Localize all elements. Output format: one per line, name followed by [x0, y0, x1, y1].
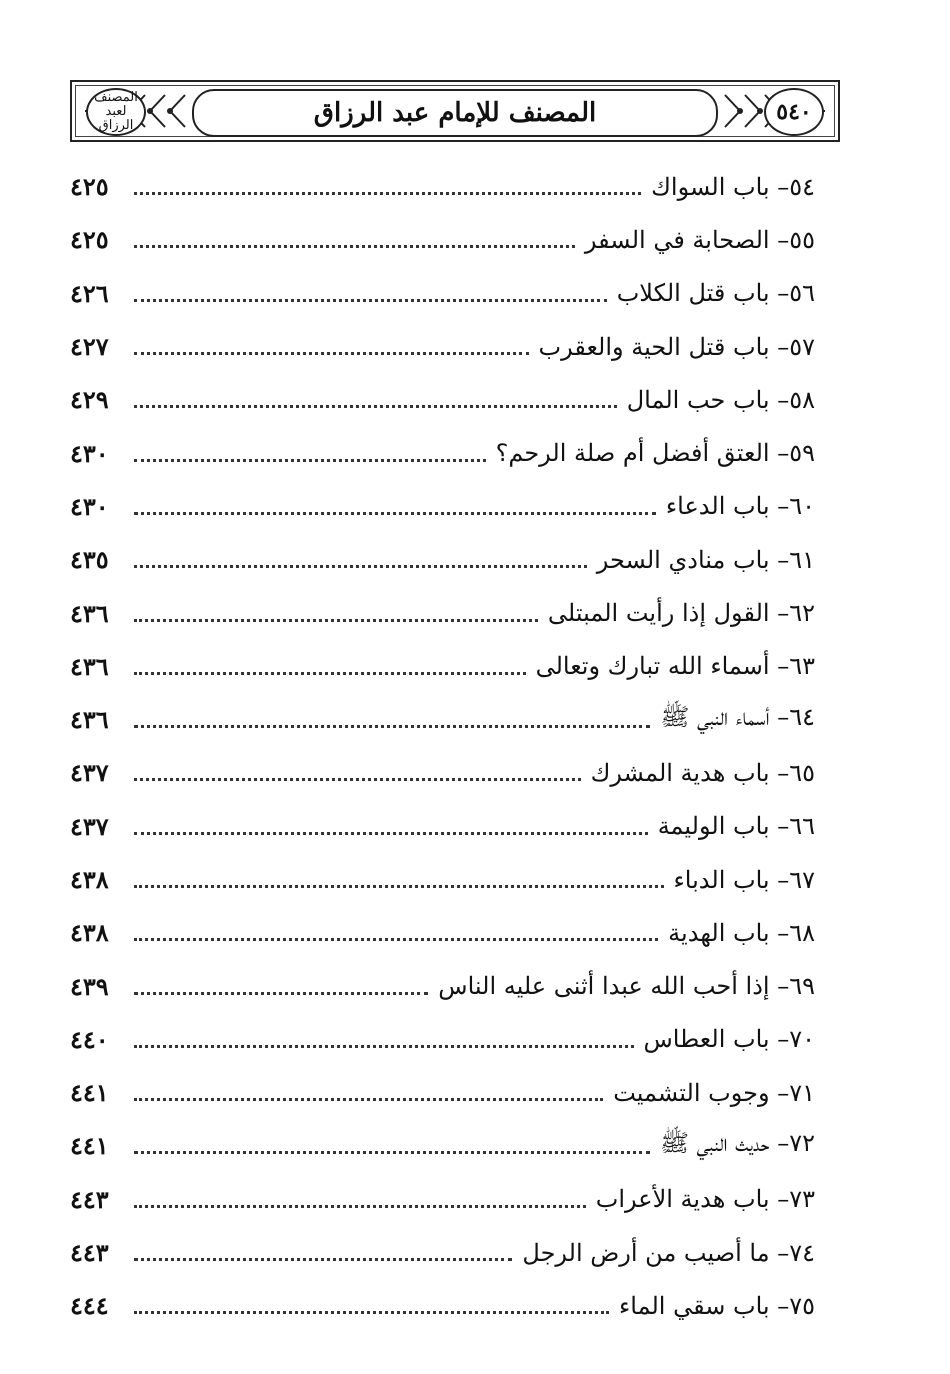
toc-entry-number: ٦٨ [789, 918, 815, 947]
dot-leader [134, 512, 656, 515]
dot-leader [134, 1151, 650, 1154]
toc-entry-dash: – [769, 439, 790, 468]
toc-entry [70, 267, 815, 320]
toc-entry-text: باب سقي الماء [619, 1291, 770, 1320]
toc-entry-number: ٧٣ [789, 1185, 815, 1214]
toc-entry [70, 1226, 815, 1279]
toc-entry-title [587, 546, 815, 574]
toc-entry-text: باب منادي السحر [596, 545, 770, 574]
toc-entry-dash: – [769, 972, 790, 1001]
toc-entry-title [512, 1239, 815, 1267]
toc-entry-dash: – [769, 1238, 790, 1267]
dot-leader [134, 672, 526, 675]
toc-entry-number: ٦٥ [789, 758, 815, 787]
toc-entry-number: ٦٩ [789, 972, 815, 1001]
toc-page-number: ٤٣٨ [70, 865, 109, 894]
page-header [70, 80, 840, 142]
toc-entry [70, 533, 815, 586]
toc-entry-dash: – [769, 918, 790, 947]
toc-entry [70, 693, 815, 746]
dot-leader [134, 405, 617, 408]
toc-entry-title [609, 1292, 815, 1320]
toc-entry-number: ٥٤ [789, 172, 815, 201]
toc-entry-text: باب الهدية [668, 918, 770, 947]
dot-leader [134, 192, 641, 195]
toc-entry-title [664, 866, 816, 894]
toc-page-number: ٤٢٥ [70, 225, 109, 255]
toc-entry-title [538, 599, 815, 627]
header-banner [192, 89, 718, 137]
toc-page-number: ٤٢٧ [70, 332, 109, 362]
toc-entry-text: حديث النبي ﷺ [659, 1129, 770, 1158]
toc-entry-dash: – [769, 1291, 790, 1320]
toc-entry-text: باب حب المال [626, 385, 770, 414]
toc-page-number: ٤٤٠ [70, 1024, 109, 1054]
toc-entry-number: ٦٣ [789, 652, 815, 681]
toc-entry-text: القول إذا رأيت المبتلى [547, 599, 770, 628]
toc-entry-dash: – [769, 1129, 790, 1158]
toc-entry-number: ٥٩ [789, 439, 815, 468]
toc-entry-text: باب العطاس [643, 1025, 770, 1054]
toc-page-number: ٤٣٠ [70, 491, 109, 521]
toc-entry-number: ٧٤ [789, 1238, 815, 1267]
toc-entry-number: ٦٢ [789, 599, 815, 628]
toc-entry-title [607, 279, 815, 307]
toc-entry [70, 480, 815, 533]
toc-entry-text: ما أصيب من أرض الرجل [522, 1238, 770, 1267]
dot-leader [134, 352, 529, 355]
toc-entry-title [650, 1128, 815, 1163]
seal-emblem: المصنف لعبد الرزاق [86, 88, 146, 136]
toc-entry-dash: – [769, 812, 790, 841]
page-number: ٥٤٠ [764, 88, 824, 136]
toc-entry-dash: – [769, 865, 790, 894]
toc-page-number: ٤٤٤ [70, 1291, 109, 1321]
toc-entry-number: ٦٦ [789, 812, 815, 841]
toc-page-number: ٤٣٧ [70, 811, 109, 841]
toc-entry-number: ٥٨ [789, 385, 815, 414]
toc-entry [70, 640, 815, 693]
toc-entry-text: باب قتل الكلاب [616, 279, 770, 308]
toc-entry-dash: – [769, 279, 790, 308]
toc-entry-number: ٦٧ [789, 865, 815, 894]
toc-entry-text: العتق أفضل أم صلة الرحم؟ [495, 439, 770, 468]
toc-entry-number: ٥٦ [789, 279, 815, 308]
dot-leader [134, 459, 486, 462]
toc-entry-text: باب السواك [651, 172, 770, 201]
toc-page-number: ٤٣٠ [70, 438, 109, 468]
dot-leader [134, 992, 428, 995]
toc-page-number: ٤٣٨ [70, 918, 109, 948]
toc-entry-dash: – [769, 1185, 790, 1214]
toc-entry-dash: – [769, 545, 790, 574]
toc-entry-dash: – [769, 225, 790, 254]
dot-leader [134, 1311, 609, 1314]
dot-leader [134, 832, 648, 835]
toc-entry-dash: – [769, 703, 790, 732]
toc-entry-text: إذا أحب الله عبدا أثنى عليه الناس [438, 972, 770, 1001]
toc-entry-title [586, 1185, 815, 1213]
toc-entry-dash: – [769, 599, 790, 628]
toc-entry-dash: – [769, 758, 790, 787]
toc-entry [70, 426, 815, 479]
dot-leader [134, 1045, 634, 1048]
dot-leader [134, 565, 587, 568]
toc-entry-text: باب الدباء [673, 865, 770, 894]
toc-entry [70, 586, 815, 639]
toc-entry-title [428, 972, 815, 1000]
toc-entry-dash: – [769, 385, 790, 414]
toc-entry [70, 213, 815, 266]
toc-entry-number: ٦٠ [789, 492, 815, 521]
toc-entry [70, 1013, 815, 1066]
dot-leader [134, 1098, 603, 1101]
toc-page-number: ٤٣٦ [70, 598, 109, 628]
toc-entry-title [641, 173, 815, 201]
toc-entry-text: الصحابة في السفر [584, 225, 770, 254]
toc-entry-text: باب الدعاء [665, 492, 770, 521]
toc-entry-number: ٦٤ [789, 703, 815, 732]
toc-entry [70, 1066, 815, 1119]
toc-entry-title [526, 652, 815, 680]
toc-entry-text: أسماء الله تبارك وتعالى [535, 652, 770, 681]
toc-entry-dash: – [769, 1078, 790, 1107]
toc-entry-title [603, 1079, 815, 1107]
toc-entry [70, 800, 815, 853]
dot-leader [134, 725, 650, 728]
dot-leader [134, 245, 575, 248]
toc-entry-title [486, 439, 815, 467]
toc-entry [70, 1279, 815, 1332]
dot-leader [134, 1258, 512, 1261]
toc-entry [70, 373, 815, 426]
dot-leader [134, 938, 658, 941]
toc-entry-text: أسماء النبي ﷺ [660, 703, 770, 732]
toc-entry-title [648, 812, 815, 840]
toc-entry-number: ٦١ [789, 545, 815, 574]
toc-entry-number: ٧٠ [789, 1025, 815, 1054]
toc-entry-dash: – [769, 652, 790, 681]
toc-entry-text: باب هدية الأعراب [595, 1185, 770, 1214]
dot-leader [134, 619, 538, 622]
toc-page-number: ٤٣٧ [70, 758, 109, 788]
toc-page-number: ٤٢٥ [70, 172, 109, 202]
toc-page-number: ٤٤١ [70, 1078, 109, 1108]
dot-leader [134, 1205, 586, 1208]
toc-page-number: ٤٣٥ [70, 545, 109, 575]
toc-entry-text: باب هدية المشرك [590, 758, 770, 787]
toc-entry-title [617, 386, 815, 414]
dot-leader [134, 778, 581, 781]
toc-page-number: ٤٣٦ [70, 705, 109, 735]
toc-entry-title [634, 1025, 816, 1053]
toc-entry-number: ٧١ [789, 1078, 815, 1107]
toc-page-number: ٤٢٩ [70, 385, 109, 415]
toc-entry-text: وجوب التشميت [613, 1078, 770, 1107]
toc-entry-title [581, 759, 815, 787]
toc-page-number: ٤٤١ [70, 1131, 109, 1161]
toc-page-number: ٤٤٣ [70, 1184, 109, 1214]
toc-entry-title [656, 492, 815, 520]
toc-page-number: ٤٢٦ [70, 278, 109, 308]
toc-entry [70, 320, 815, 373]
toc-entry [70, 853, 815, 906]
toc-entry-number: ٧٥ [789, 1291, 815, 1320]
toc-entry-text: باب الوليمة [657, 812, 770, 841]
toc-entry-title [575, 226, 815, 254]
toc-entry-number: ٥٥ [789, 225, 815, 254]
toc-entry-number: ٥٧ [789, 332, 815, 361]
toc-entry [70, 160, 815, 213]
table-of-contents [70, 160, 815, 1333]
running-title: المصنف للإمام عبد الرزاق [313, 98, 597, 128]
toc-entry-title [650, 702, 815, 737]
toc-entry [70, 1173, 815, 1226]
dot-leader [134, 885, 664, 888]
toc-entry [70, 959, 815, 1012]
toc-entry-dash: – [769, 332, 790, 361]
toc-entry-number: ٧٢ [789, 1129, 815, 1158]
toc-entry [70, 1119, 815, 1172]
toc-entry [70, 746, 815, 799]
toc-entry [70, 906, 815, 959]
toc-page-number: ٤٣٩ [70, 971, 109, 1001]
toc-entry-text: باب قتل الحية والعقرب [538, 332, 770, 361]
toc-entry-dash: – [769, 492, 790, 521]
toc-entry-title [529, 333, 816, 361]
toc-page-number: ٤٤٣ [70, 1238, 109, 1268]
toc-entry-title [658, 919, 815, 947]
dot-leader [134, 299, 607, 302]
toc-entry-dash: – [769, 172, 790, 201]
toc-page-number: ٤٣٦ [70, 651, 109, 681]
toc-entry-dash: – [769, 1025, 790, 1054]
